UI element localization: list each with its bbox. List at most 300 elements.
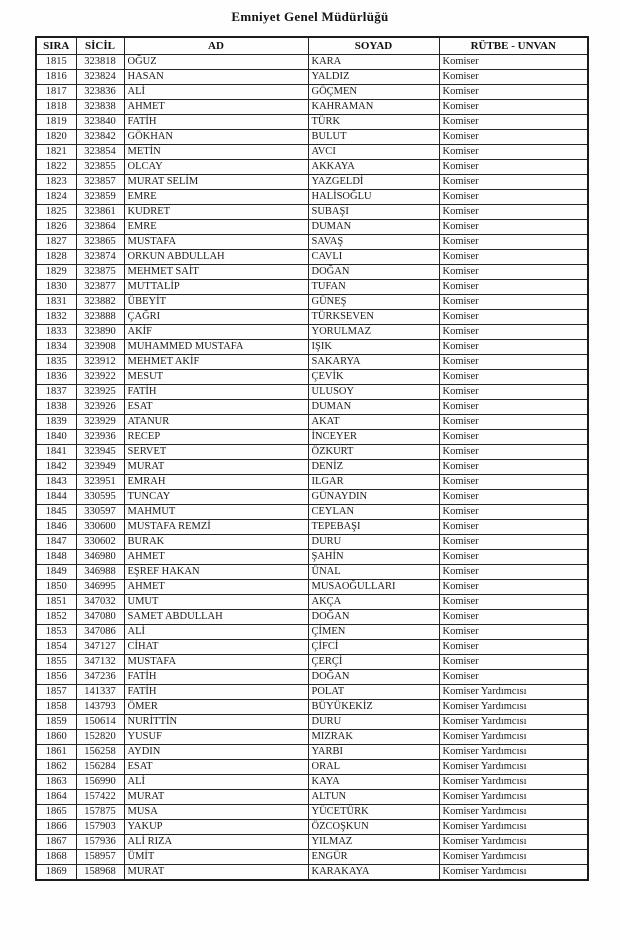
cell-soyad: ÖZCOŞKUN	[308, 819, 439, 834]
cell-rutbe: Komiser	[439, 84, 588, 99]
cell-soyad: YAZGELDİ	[308, 174, 439, 189]
cell-soyad: AVCI	[308, 144, 439, 159]
cell-soyad: BULUT	[308, 129, 439, 144]
cell-rutbe: Komiser	[439, 324, 588, 339]
cell-rutbe: Komiser	[439, 534, 588, 549]
cell-sicil: 323875	[76, 264, 124, 279]
cell-sira: 1819	[36, 114, 76, 129]
cell-sira: 1822	[36, 159, 76, 174]
cell-soyad: ÇEVİK	[308, 369, 439, 384]
cell-rutbe: Komiser	[439, 639, 588, 654]
table-row	[36, 714, 588, 729]
cell-sicil: 143793	[76, 699, 124, 714]
cell-ad: MUHAMMED MUSTAFA	[124, 339, 308, 354]
cell-soyad: SAKARYA	[308, 354, 439, 369]
cell-ad: MEHMET AKİF	[124, 354, 308, 369]
table-row	[36, 549, 588, 564]
cell-rutbe: Komiser Yardımcısı	[439, 864, 588, 880]
cell-rutbe: Komiser	[439, 189, 588, 204]
cell-sira: 1820	[36, 129, 76, 144]
cell-ad: EMRAH	[124, 474, 308, 489]
cell-soyad: ULUSOY	[308, 384, 439, 399]
table-row	[36, 279, 588, 294]
cell-sicil: 323855	[76, 159, 124, 174]
table-row	[36, 489, 588, 504]
table-row	[36, 84, 588, 99]
cell-soyad: ÇİMEN	[308, 624, 439, 639]
cell-ad: OĞUZ	[124, 54, 308, 69]
cell-sicil: 330597	[76, 504, 124, 519]
cell-ad: ESAT	[124, 399, 308, 414]
cell-soyad: HALİSOĞLU	[308, 189, 439, 204]
cell-sicil: 323824	[76, 69, 124, 84]
cell-sicil: 323857	[76, 174, 124, 189]
cell-soyad: SAVAŞ	[308, 234, 439, 249]
cell-sicil: 323865	[76, 234, 124, 249]
cell-sira: 1852	[36, 609, 76, 624]
cell-sira: 1826	[36, 219, 76, 234]
cell-rutbe: Komiser	[439, 474, 588, 489]
cell-sira: 1853	[36, 624, 76, 639]
table-row	[36, 114, 588, 129]
cell-rutbe: Komiser Yardımcısı	[439, 699, 588, 714]
cell-sicil: 323861	[76, 204, 124, 219]
cell-ad: ATANUR	[124, 414, 308, 429]
cell-soyad: YILMAZ	[308, 834, 439, 849]
cell-soyad: AKKAYA	[308, 159, 439, 174]
table-row	[36, 414, 588, 429]
cell-rutbe: Komiser Yardımcısı	[439, 789, 588, 804]
cell-soyad: ALTUN	[308, 789, 439, 804]
cell-sicil: 330602	[76, 534, 124, 549]
cell-ad: FATİH	[124, 684, 308, 699]
cell-rutbe: Komiser	[439, 234, 588, 249]
table-row	[36, 384, 588, 399]
cell-sira: 1839	[36, 414, 76, 429]
cell-soyad: DUMAN	[308, 399, 439, 414]
personnel-table	[35, 36, 589, 881]
cell-ad: ÜBEYİT	[124, 294, 308, 309]
cell-rutbe: Komiser	[439, 309, 588, 324]
cell-soyad: DOĞAN	[308, 669, 439, 684]
cell-rutbe: Komiser	[439, 354, 588, 369]
cell-sicil: 346995	[76, 579, 124, 594]
table-row	[36, 204, 588, 219]
cell-ad: HASAN	[124, 69, 308, 84]
cell-soyad: ILGAR	[308, 474, 439, 489]
table-row	[36, 639, 588, 654]
cell-ad: MEHMET SAİT	[124, 264, 308, 279]
cell-soyad: GÜNEŞ	[308, 294, 439, 309]
table-row	[36, 54, 588, 69]
cell-sicil: 323890	[76, 324, 124, 339]
cell-rutbe: Komiser	[439, 444, 588, 459]
cell-soyad: POLAT	[308, 684, 439, 699]
cell-sira: 1860	[36, 729, 76, 744]
cell-sira: 1828	[36, 249, 76, 264]
cell-soyad: SUBAŞI	[308, 204, 439, 219]
table-row	[36, 609, 588, 624]
cell-ad: MURAT	[124, 459, 308, 474]
table-row	[36, 324, 588, 339]
table-row	[36, 849, 588, 864]
table-row	[36, 429, 588, 444]
cell-ad: MUTTALİP	[124, 279, 308, 294]
cell-sira: 1844	[36, 489, 76, 504]
cell-rutbe: Komiser	[439, 654, 588, 669]
cell-sicil: 157936	[76, 834, 124, 849]
cell-sira: 1816	[36, 69, 76, 84]
cell-sira: 1850	[36, 579, 76, 594]
cell-soyad: AKAT	[308, 414, 439, 429]
cell-rutbe: Komiser Yardımcısı	[439, 834, 588, 849]
table-row	[36, 294, 588, 309]
cell-rutbe: Komiser	[439, 204, 588, 219]
cell-soyad: TÜRKSEVEN	[308, 309, 439, 324]
cell-rutbe: Komiser	[439, 339, 588, 354]
cell-rutbe: Komiser	[439, 369, 588, 384]
cell-sira: 1864	[36, 789, 76, 804]
cell-soyad: TUFAN	[308, 279, 439, 294]
table-row	[36, 144, 588, 159]
cell-sira: 1866	[36, 819, 76, 834]
cell-sicil: 347032	[76, 594, 124, 609]
col-header-sicil: SİCİL	[76, 37, 124, 54]
cell-sicil: 323874	[76, 249, 124, 264]
cell-soyad: CAVLI	[308, 249, 439, 264]
cell-rutbe: Komiser	[439, 129, 588, 144]
cell-sicil: 323945	[76, 444, 124, 459]
table-row	[36, 789, 588, 804]
cell-ad: AHMET	[124, 579, 308, 594]
table-row	[36, 819, 588, 834]
table-row	[36, 354, 588, 369]
cell-sira: 1849	[36, 564, 76, 579]
cell-sira: 1856	[36, 669, 76, 684]
cell-rutbe: Komiser Yardımcısı	[439, 819, 588, 834]
cell-ad: RECEP	[124, 429, 308, 444]
cell-sicil: 156990	[76, 774, 124, 789]
table-row	[36, 519, 588, 534]
cell-ad: FATİH	[124, 669, 308, 684]
cell-soyad: TÜRK	[308, 114, 439, 129]
cell-soyad: CEYLAN	[308, 504, 439, 519]
cell-soyad: TEPEBAŞI	[308, 519, 439, 534]
cell-rutbe: Komiser	[439, 489, 588, 504]
cell-sira: 1845	[36, 504, 76, 519]
cell-ad: EMRE	[124, 189, 308, 204]
cell-sira: 1848	[36, 549, 76, 564]
cell-sira: 1854	[36, 639, 76, 654]
col-header-rutbe: RÜTBE - UNVAN	[439, 37, 588, 54]
cell-sira: 1829	[36, 264, 76, 279]
table-row	[36, 594, 588, 609]
cell-sicil: 141337	[76, 684, 124, 699]
cell-sira: 1847	[36, 534, 76, 549]
table-row	[36, 309, 588, 324]
table-row	[36, 729, 588, 744]
cell-sicil: 150614	[76, 714, 124, 729]
cell-ad: AHMET	[124, 99, 308, 114]
cell-rutbe: Komiser	[439, 579, 588, 594]
cell-sira: 1859	[36, 714, 76, 729]
cell-ad: AYDIN	[124, 744, 308, 759]
cell-sicil: 347132	[76, 654, 124, 669]
cell-rutbe: Komiser	[439, 609, 588, 624]
cell-soyad: ÇİFCİ	[308, 639, 439, 654]
cell-rutbe: Komiser	[439, 414, 588, 429]
cell-sicil: 157875	[76, 804, 124, 819]
cell-ad: MESUT	[124, 369, 308, 384]
col-header-sira: SIRA	[36, 37, 76, 54]
cell-ad: ALİ	[124, 774, 308, 789]
table-row	[36, 504, 588, 519]
cell-sira: 1830	[36, 279, 76, 294]
cell-rutbe: Komiser	[439, 624, 588, 639]
cell-rutbe: Komiser Yardımcısı	[439, 714, 588, 729]
cell-sicil: 323925	[76, 384, 124, 399]
cell-soyad: DUMAN	[308, 219, 439, 234]
cell-ad: METİN	[124, 144, 308, 159]
cell-sira: 1818	[36, 99, 76, 114]
cell-sicil: 323929	[76, 414, 124, 429]
cell-sira: 1842	[36, 459, 76, 474]
cell-ad: MUSTAFA	[124, 654, 308, 669]
cell-ad: EŞREF HAKAN	[124, 564, 308, 579]
cell-sira: 1835	[36, 354, 76, 369]
cell-rutbe: Komiser Yardımcısı	[439, 729, 588, 744]
cell-ad: BURAK	[124, 534, 308, 549]
table-row	[36, 759, 588, 774]
table-row	[36, 534, 588, 549]
cell-rutbe: Komiser	[439, 564, 588, 579]
cell-ad: SERVET	[124, 444, 308, 459]
cell-rutbe: Komiser	[439, 219, 588, 234]
cell-sicil: 323836	[76, 84, 124, 99]
cell-ad: ALİ	[124, 84, 308, 99]
table-row	[36, 219, 588, 234]
table-row	[36, 579, 588, 594]
table-row	[36, 804, 588, 819]
cell-rutbe: Komiser	[439, 69, 588, 84]
cell-sira: 1861	[36, 744, 76, 759]
cell-sira: 1817	[36, 84, 76, 99]
table-body	[36, 54, 588, 880]
cell-ad: ALİ	[124, 624, 308, 639]
cell-sira: 1837	[36, 384, 76, 399]
cell-soyad: GÖÇMEN	[308, 84, 439, 99]
cell-rutbe: Komiser	[439, 264, 588, 279]
cell-sira: 1840	[36, 429, 76, 444]
cell-sicil: 323922	[76, 369, 124, 384]
table-row	[36, 654, 588, 669]
cell-sira: 1855	[36, 654, 76, 669]
cell-rutbe: Komiser	[439, 54, 588, 69]
cell-soyad: KAHRAMAN	[308, 99, 439, 114]
cell-rutbe: Komiser	[439, 504, 588, 519]
cell-ad: YUSUF	[124, 729, 308, 744]
cell-ad: UMUT	[124, 594, 308, 609]
cell-rutbe: Komiser Yardımcısı	[439, 759, 588, 774]
cell-soyad: ÖZKURT	[308, 444, 439, 459]
table-header	[36, 37, 588, 54]
cell-sira: 1824	[36, 189, 76, 204]
cell-sicil: 323859	[76, 189, 124, 204]
cell-sira: 1821	[36, 144, 76, 159]
cell-sira: 1827	[36, 234, 76, 249]
cell-soyad: YORULMAZ	[308, 324, 439, 339]
cell-rutbe: Komiser	[439, 429, 588, 444]
table-row	[36, 159, 588, 174]
cell-ad: ORKUN ABDULLAH	[124, 249, 308, 264]
header-row	[36, 37, 588, 54]
cell-ad: SAMET ABDULLAH	[124, 609, 308, 624]
table-row	[36, 99, 588, 114]
table-row	[36, 699, 588, 714]
cell-sicil: 323912	[76, 354, 124, 369]
cell-ad: FATİH	[124, 114, 308, 129]
cell-rutbe: Komiser	[439, 249, 588, 264]
cell-soyad: KAYA	[308, 774, 439, 789]
table-row	[36, 339, 588, 354]
cell-sicil: 330595	[76, 489, 124, 504]
cell-sicil: 347080	[76, 609, 124, 624]
table-row	[36, 174, 588, 189]
cell-sicil: 346988	[76, 564, 124, 579]
cell-rutbe: Komiser	[439, 294, 588, 309]
cell-rutbe: Komiser	[439, 384, 588, 399]
cell-sira: 1836	[36, 369, 76, 384]
cell-ad: MURAT	[124, 789, 308, 804]
cell-ad: TUNCAY	[124, 489, 308, 504]
table-row	[36, 129, 588, 144]
cell-sicil: 323926	[76, 399, 124, 414]
cell-sicil: 323854	[76, 144, 124, 159]
cell-rutbe: Komiser	[439, 399, 588, 414]
cell-sicil: 323838	[76, 99, 124, 114]
cell-sicil: 323818	[76, 54, 124, 69]
cell-rutbe: Komiser	[439, 459, 588, 474]
cell-soyad: GÜNAYDIN	[308, 489, 439, 504]
table-row	[36, 189, 588, 204]
cell-soyad: DENİZ	[308, 459, 439, 474]
table-row	[36, 399, 588, 414]
cell-sira: 1863	[36, 774, 76, 789]
cell-soyad: ENGÜR	[308, 849, 439, 864]
cell-sira: 1846	[36, 519, 76, 534]
cell-ad: ÇAĞRI	[124, 309, 308, 324]
cell-sira: 1841	[36, 444, 76, 459]
cell-sicil: 323842	[76, 129, 124, 144]
cell-ad: YAKUP	[124, 819, 308, 834]
cell-sira: 1851	[36, 594, 76, 609]
cell-soyad: YALDIZ	[308, 69, 439, 84]
cell-sira: 1823	[36, 174, 76, 189]
cell-sicil: 323882	[76, 294, 124, 309]
table-row	[36, 684, 588, 699]
cell-sira: 1867	[36, 834, 76, 849]
table-row	[36, 264, 588, 279]
cell-ad: MUSTAFA REMZİ	[124, 519, 308, 534]
col-header-soyad: SOYAD	[308, 37, 439, 54]
cell-soyad: ŞAHİN	[308, 549, 439, 564]
cell-rutbe: Komiser Yardımcısı	[439, 684, 588, 699]
cell-sira: 1831	[36, 294, 76, 309]
cell-ad: AHMET	[124, 549, 308, 564]
cell-soyad: BÜYÜKEKİZ	[308, 699, 439, 714]
cell-ad: ÜMİT	[124, 849, 308, 864]
table-row	[36, 369, 588, 384]
cell-ad: MAHMUT	[124, 504, 308, 519]
cell-sira: 1838	[36, 399, 76, 414]
table-row	[36, 234, 588, 249]
cell-soyad: AKÇA	[308, 594, 439, 609]
cell-soyad: ÜNAL	[308, 564, 439, 579]
cell-sicil: 323864	[76, 219, 124, 234]
cell-sira: 1832	[36, 309, 76, 324]
cell-rutbe: Komiser	[439, 99, 588, 114]
cell-rutbe: Komiser	[439, 594, 588, 609]
cell-rutbe: Komiser	[439, 279, 588, 294]
cell-sicil: 323949	[76, 459, 124, 474]
cell-soyad: ÇERÇİ	[308, 654, 439, 669]
cell-rutbe: Komiser	[439, 159, 588, 174]
cell-sicil: 347127	[76, 639, 124, 654]
page-title: Emniyet Genel Müdürlüğü	[231, 9, 389, 24]
cell-soyad: MIZRAK	[308, 729, 439, 744]
table-row	[36, 744, 588, 759]
cell-rutbe: Komiser	[439, 114, 588, 129]
cell-sicil: 323888	[76, 309, 124, 324]
cell-sicil: 323908	[76, 339, 124, 354]
table-row	[36, 474, 588, 489]
table-row	[36, 444, 588, 459]
cell-soyad: KARA	[308, 54, 439, 69]
cell-rutbe: Komiser Yardımcısı	[439, 849, 588, 864]
table-row	[36, 774, 588, 789]
cell-sira: 1868	[36, 849, 76, 864]
cell-rutbe: Komiser	[439, 669, 588, 684]
cell-sicil: 152820	[76, 729, 124, 744]
cell-rutbe: Komiser Yardımcısı	[439, 744, 588, 759]
cell-sicil: 347236	[76, 669, 124, 684]
cell-soyad: DOĞAN	[308, 609, 439, 624]
cell-ad: GÖKHAN	[124, 129, 308, 144]
cell-sicil: 156258	[76, 744, 124, 759]
cell-rutbe: Komiser	[439, 549, 588, 564]
cell-ad: FATİH	[124, 384, 308, 399]
cell-ad: NURİTTİN	[124, 714, 308, 729]
cell-sira: 1834	[36, 339, 76, 354]
cell-sira: 1858	[36, 699, 76, 714]
cell-rutbe: Komiser	[439, 144, 588, 159]
cell-sira: 1825	[36, 204, 76, 219]
table-row	[36, 624, 588, 639]
cell-ad: ALİ RIZA	[124, 834, 308, 849]
cell-soyad: DURU	[308, 714, 439, 729]
cell-sira: 1833	[36, 324, 76, 339]
cell-ad: OLCAY	[124, 159, 308, 174]
cell-sira: 1865	[36, 804, 76, 819]
cell-rutbe: Komiser Yardımcısı	[439, 804, 588, 819]
table-row	[36, 864, 588, 880]
cell-sira: 1815	[36, 54, 76, 69]
table-row	[36, 669, 588, 684]
col-header-ad: AD	[124, 37, 308, 54]
cell-sira: 1869	[36, 864, 76, 880]
cell-sira: 1857	[36, 684, 76, 699]
cell-sicil: 347086	[76, 624, 124, 639]
